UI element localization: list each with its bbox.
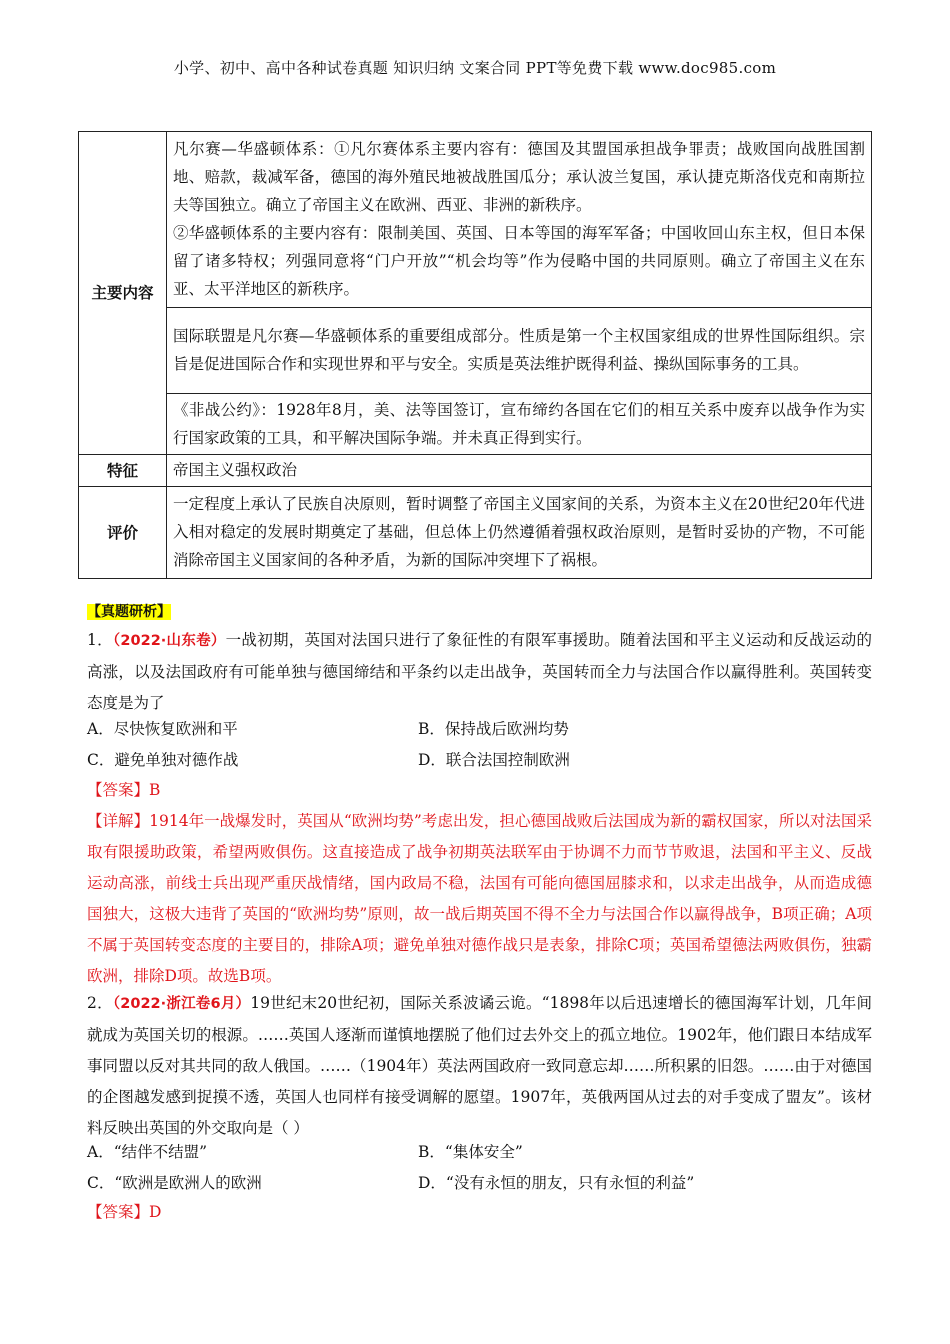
option-b[interactable]: B．保持战后欧洲均势 — [418, 720, 569, 738]
section-tag: 【真题研析】 — [87, 604, 171, 620]
question-text: 一战初期，英国对法国只进行了象征性的有限军事援助。随着法国和平主义运动和反战运动的高涨，以及法国政府有可能单独与德国缔结和平条约以走出战争，英国转而全力与法国合作以赢得胜利。英国转变态度是为了 — [87, 631, 872, 712]
main-content-cell-2: 国际联盟是凡尔赛—华盛顿体系的重要组成部分。性质是第一个主权国家组成的世界性国际组织。宗旨是促进国际合作和实现世界和平与安全。实质是英法维护既得利益、操纵国际事务的工具。 — [167, 308, 872, 394]
answer-label: 【答案】 — [87, 781, 150, 799]
option-c[interactable]: C．“欧洲是欧洲人的欧洲 — [87, 1174, 262, 1192]
option-c[interactable]: C．避免单独对德作战 — [87, 751, 239, 769]
option-d[interactable]: D．联合法国控制欧洲 — [418, 751, 570, 769]
question-1-options — [87, 717, 872, 779]
question-source: （2022·浙江卷6月） — [112, 996, 251, 1012]
question-text: 19世纪末20世纪初，国际关系波谲云诡。“1898年以后迅速增长的德国海军计划，几年间就成为英国关切的根源。……英国人逐渐而谨慎地摆脱了他们过去外交上的孤立地位。1902年，他们跟日本结成军事同盟以反对其共同的敌人俄国。……（1904年）英法两国政府一致同意忘却……所积累的旧怨。……由于对德国的企图越发感到捉摸不透，英国人也同样有接受调解的愿望。1907年，英俄两国从过去的对手变成了盟友”。该材料反映出英国的外交取向是（ ） — [87, 994, 872, 1137]
answer-value: D — [149, 1203, 162, 1221]
section-heading — [87, 596, 872, 628]
question-source: （2022·山东卷） — [112, 633, 226, 649]
question-2-options — [87, 1140, 872, 1202]
main-content-cell-1: 凡尔赛—华盛顿体系：①凡尔赛体系主要内容有：德国及其盟国承担战争罪责；战败国向战胜国割地、赔款，裁减军备，德国的海外殖民地被战胜国瓜分；承认波兰复国，承认捷克斯洛伐克和南斯拉夫等国独立。确立了帝国主义在欧洲、西亚、非洲的新秩序。 ②华盛顿体系的主要内容有：限制美国、英国、日本等国的海军军备；中国收回山东主权，但日本保留了诸多特权；列强同意将“门户开放”“机会均等”作为侵略中国的共同原则。确立了帝国主义在东亚、太平洋地区的新秩序。 — [167, 132, 872, 308]
summary-table — [78, 131, 872, 579]
option-b[interactable]: B．“集体安全” — [418, 1143, 523, 1161]
detail-label: 【详解】 — [87, 812, 150, 830]
option-d[interactable]: D．“没有永恒的朋友，只有永恒的利益” — [418, 1174, 695, 1192]
option-a[interactable]: A．尽快恢复欧洲和平 — [87, 720, 238, 738]
page-header: 小学、初中、高中各种试卷真题 知识归纳 文案合同 PPT等免费下载 www.doc985.com — [173, 59, 777, 77]
feature-label: 特征 — [79, 455, 167, 487]
question-1-stem — [87, 625, 872, 719]
feature-cell: 帝国主义强权政治 — [167, 455, 872, 487]
answer-label: 【答案】 — [87, 1203, 150, 1221]
question-1-detail — [87, 806, 872, 992]
evaluation-label: 评价 — [79, 487, 167, 579]
main-content-cell-3: 《非战公约》：1928年8月，美、法等国签订，宣布缔约各国在它们的相互关系中废弃以战争作为实行国家政策的工具，和平解决国际争端。并未真正得到实行。 — [167, 394, 872, 455]
question-1-answer — [87, 775, 872, 806]
question-number: 1． — [87, 631, 113, 649]
question-2-stem — [87, 988, 872, 1144]
answer-value: B — [149, 781, 161, 799]
main-content-label: 主要内容 — [79, 132, 167, 455]
question-2-answer — [87, 1197, 872, 1228]
evaluation-cell: 一定程度上承认了民族自决原则，暂时调整了帝国主义国家间的关系，为资本主义在20世纪20年代进入相对稳定的发展时期奠定了基础，但总体上仍然遵循着强权政治原则，是暂时妥协的产物，不可能消除帝国主义国家间的各种矛盾，为新的国际冲突埋下了祸根。 — [167, 487, 872, 579]
detail-text: 1914年一战爆发时，英国从“欧洲均势”考虑出发，担心德国战败后法国成为新的霸权国家，所以对法国采取有限援助政策，希望两败俱伤。这直接造成了战争初期英法联军由于协调不力而节节败退，法国和平主义、反战运动高涨，前线士兵出现严重厌战情绪，国内政局不稳，法国有可能向德国屈膝求和，以求走出战争，从而造成德国独大，这极大违背了英国的“欧洲均势”原则，故一战后期英国不得不全力与法国合作以赢得战争，B项正确；A项不属于英国转变态度的主要目的，排除A项；避免单独对德作战只是表象，排除C项；英国希望德法两败俱伤，独霸欧洲，排除D项。故选B项。 — [87, 812, 872, 985]
option-a[interactable]: A．“结伴不结盟” — [87, 1143, 208, 1161]
question-number: 2． — [87, 994, 113, 1012]
